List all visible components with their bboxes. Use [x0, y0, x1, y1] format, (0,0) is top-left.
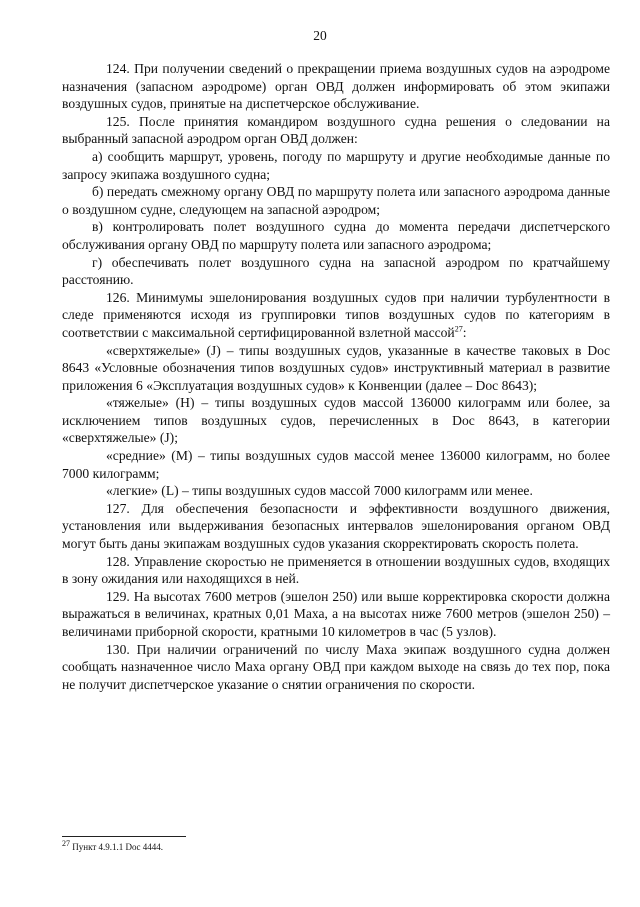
page-number: 20 — [313, 28, 327, 43]
paragraph-126 — [62, 289, 610, 342]
category-light: «легкие» (L) – типы воздушных судов массой 7000 килограмм или менее. — [106, 483, 533, 499]
item-a: а) сообщить маршрут, уровень, погоду по маршруту и другие необходимые данные по запросу экипажа воздушного судна; — [62, 148, 610, 182]
paragraph-127: 127. Для обеспечения безопасности и эффективности воздушного движения, установления или выдерживания безопасных интервалов эшелонирования органом ОВД могут быть даны экипажам воздушных судов указания скорректировать скорость полета. — [62, 500, 610, 552]
footnote-divider — [62, 836, 186, 837]
paragraph-130: 130. При наличии ограничений по числу Маха экипаж воздушного судна должен сообщать назначенное число Маха органу ОВД при каждом выходе на связь до тех пор, пока не получит диспетчерское указание о снятии ограничения по скорости. — [62, 641, 610, 692]
paragraph-129: 129. На высотах 7600 метров (эшелон 250) или выше корректировка скорости должна выражаться в величинах, кратных 0,01 Маха, а на высотах ниже 7600 метров (эшелон 250) – величинами приборной скорости, кратными 10 километров в час (5 узлов). — [62, 588, 610, 639]
item-v: в) контролировать полет воздушного судна до момента передачи диспетчерского обслуживания органу ОВД по маршруту полета или запасного аэродрома; — [62, 219, 610, 252]
category-super-heavy: «сверхтяжелые» (J) – типы воздушных судов, указанные в качестве таковых в Doc 8643 «Условные обозначения типов воздушных судов» инструктивный материал в развитие приложения 6 «Эксплуатация воздушных судов» к Конвенции (далее – Doc 8643); — [62, 342, 610, 393]
footnote-number: 27 — [62, 839, 70, 848]
paragraph-125: 125. После принятия командиром воздушного судна решения о следовании на выбранный запасной аэродром орган ОВД должен: — [62, 113, 610, 147]
footnote-text: Пункт 4.9.1.1 Doc 4444. — [70, 842, 163, 852]
footnote-reference: 27 — [454, 324, 463, 334]
category-medium: «средние» (M) – типы воздушных судов массой менее 136000 килограмм, но более 7000 килограмм; — [62, 448, 610, 481]
footnote — [62, 839, 610, 853]
category-heavy: «тяжелые» (H) – типы воздушных судов массой 136000 килограмм или более, за исключением типов воздушных судов, перечисленных в Doc 8643, в категории «сверхтяжелые» (J); — [62, 395, 610, 446]
paragraph-126-text: 126. Минимумы эшелонирования воздушных судов при наличии турбулентности в следе применяются исходя из группировки типов воздушных судов по категориям в соответствии с максимальной сертифицированной взлетной массой — [62, 289, 610, 340]
paragraph-128: 128. Управление скоростью не применяется в отношении воздушных судов, входящих в зону ожидания или находящихся в ней. — [62, 553, 610, 587]
document-body — [62, 60, 610, 693]
paragraph-126-colon: : — [462, 324, 467, 340]
item-b: б) передать смежному органу ОВД по маршруту полета или запасного аэродрома данные о воздушном судне, следующем на запасной аэродром; — [62, 184, 610, 217]
paragraph-124: 124. При получении сведений о прекращении приема воздушных судов на аэродроме назначения (запасном аэродроме) орган ОВД должен информировать об этом экипажи воздушных судов, принятые на диспетчерское обслуживание. — [62, 61, 610, 112]
item-g: г) обеспечивать полет воздушного судна на запасной аэродром по кратчайшему расстоянию. — [62, 254, 610, 288]
